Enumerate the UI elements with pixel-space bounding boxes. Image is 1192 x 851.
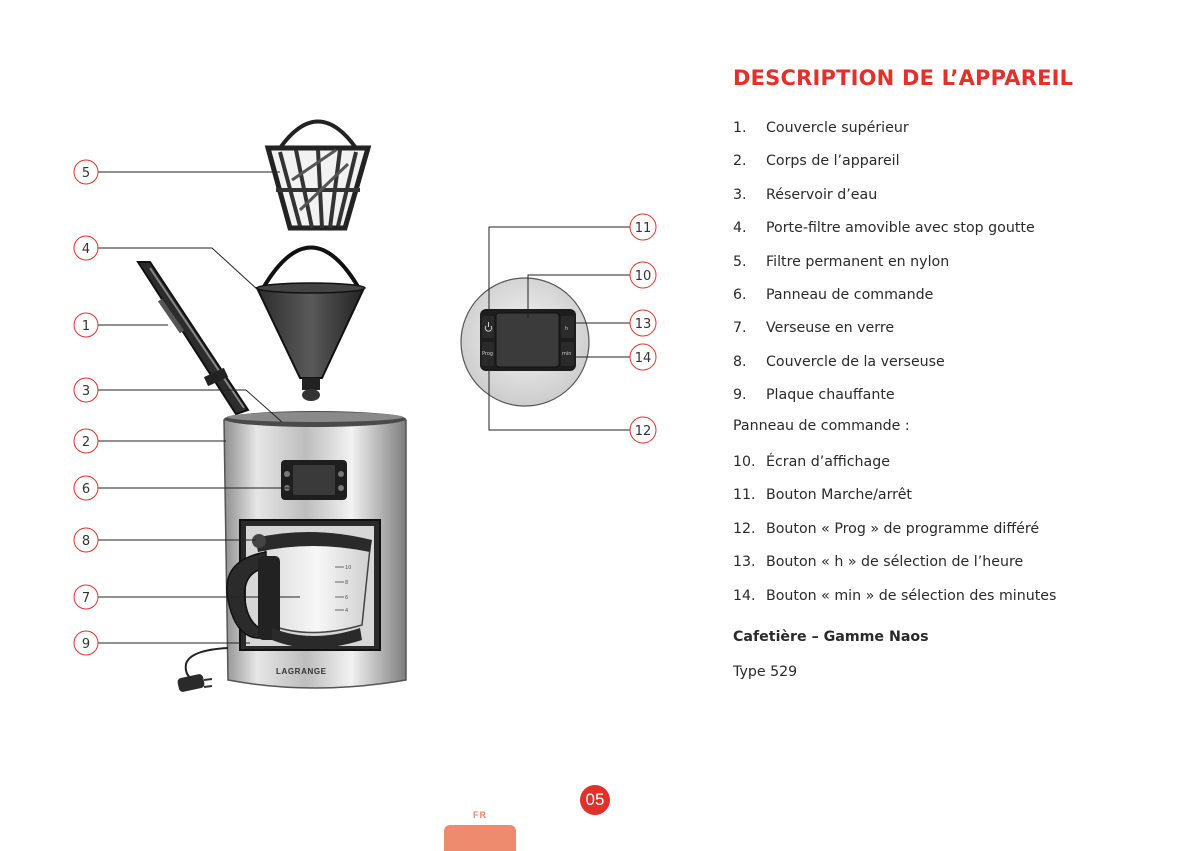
item-label: Filtre permanent en nylon xyxy=(766,253,950,270)
language-tab[interactable] xyxy=(444,825,516,851)
minute-button-label: min xyxy=(562,351,572,357)
item-number: 12. xyxy=(733,520,756,537)
item-number: 14. xyxy=(733,587,756,604)
prog-button-label: Prog xyxy=(482,351,494,357)
list-item xyxy=(733,318,1173,351)
item-number: 11. xyxy=(733,487,756,504)
item-number: 7. xyxy=(733,320,747,337)
item-number: 13. xyxy=(733,554,756,571)
list-item xyxy=(733,452,1173,485)
list-item xyxy=(733,485,1173,518)
list-item xyxy=(733,218,1173,251)
callout-number: 12 xyxy=(634,424,652,439)
nylon-filter xyxy=(268,122,368,229)
item-number: 4. xyxy=(733,220,747,237)
callout-number: 8 xyxy=(81,534,91,549)
item-number: 2. xyxy=(733,153,747,170)
item-label: Corps de l’appareil xyxy=(766,153,900,170)
language-label: FR xyxy=(473,810,487,820)
callout-number: 4 xyxy=(81,242,91,257)
item-label: Plaque chauffante xyxy=(766,387,895,404)
item-label: Panneau de commande xyxy=(766,286,934,303)
list-item xyxy=(733,586,1173,619)
brand-logo: LAGRANGE xyxy=(276,667,327,676)
item-label: Bouton « min » de sélection des minutes xyxy=(766,587,1057,604)
item-label: Couvercle supérieur xyxy=(766,120,909,136)
callout-number: 3 xyxy=(81,384,91,399)
item-number: 6. xyxy=(733,286,747,303)
list-item xyxy=(733,185,1173,218)
item-label: Écran d’affichage xyxy=(766,454,890,470)
callout-number: 13 xyxy=(634,317,652,332)
callouts-right xyxy=(630,214,656,443)
filter-holder xyxy=(257,248,365,402)
callout-number: 10 xyxy=(634,269,652,284)
list-item xyxy=(733,151,1173,184)
item-number: 5. xyxy=(733,253,747,270)
parts-list xyxy=(733,118,1173,419)
item-label: Bouton Marche/arrêt xyxy=(766,487,912,504)
page-number-badge: 05 xyxy=(580,785,610,815)
callout-number: 1 xyxy=(81,319,91,334)
item-label: Verseuse en verre xyxy=(766,320,895,337)
item-label: Porte-filtre amovible avec stop goutte xyxy=(766,220,1035,237)
carafe-mark: 8 xyxy=(345,580,349,586)
list-item xyxy=(733,352,1173,385)
item-label: Couvercle de la verseuse xyxy=(766,353,945,370)
callouts-left xyxy=(74,160,98,655)
callout-number: 14 xyxy=(634,351,652,366)
item-number: 10. xyxy=(733,454,756,470)
carafe-mark: 4 xyxy=(345,608,349,614)
page-title: DESCRIPTION DE L’APPAREIL xyxy=(733,66,1074,90)
control-panel-zoom xyxy=(461,278,589,406)
item-number: 1. xyxy=(733,120,747,136)
model-name: Cafetière – Gamme Naos xyxy=(733,629,929,645)
list-item xyxy=(733,385,1173,418)
panel-parts-list xyxy=(733,452,1173,619)
item-number: 3. xyxy=(733,186,747,203)
list-item xyxy=(733,252,1173,285)
list-item xyxy=(733,519,1173,552)
callout-number: 11 xyxy=(634,221,652,236)
callout-number: 7 xyxy=(81,591,91,606)
list-item xyxy=(733,552,1173,585)
top-lid xyxy=(138,262,248,414)
hour-button-label: h xyxy=(565,326,569,332)
power-cord xyxy=(177,648,228,693)
callout-number: 5 xyxy=(81,166,91,181)
list-item xyxy=(733,285,1173,318)
list-item xyxy=(733,118,1173,151)
item-number: 8. xyxy=(733,353,747,370)
callout-number: 9 xyxy=(81,637,91,652)
model-type: Type 529 xyxy=(733,664,798,680)
callout-number: 2 xyxy=(81,435,91,450)
item-label: Réservoir d’eau xyxy=(766,186,878,203)
item-label: Bouton « Prog » de programme différé xyxy=(766,520,1040,537)
item-number: 9. xyxy=(733,387,747,404)
item-label: Bouton « h » de sélection de l’heure xyxy=(766,554,1024,571)
panel-heading: Panneau de commande : xyxy=(733,418,910,434)
callout-number: 6 xyxy=(81,482,91,497)
carafe-mark: 10 xyxy=(345,565,352,571)
carafe-mark: 6 xyxy=(345,595,349,601)
